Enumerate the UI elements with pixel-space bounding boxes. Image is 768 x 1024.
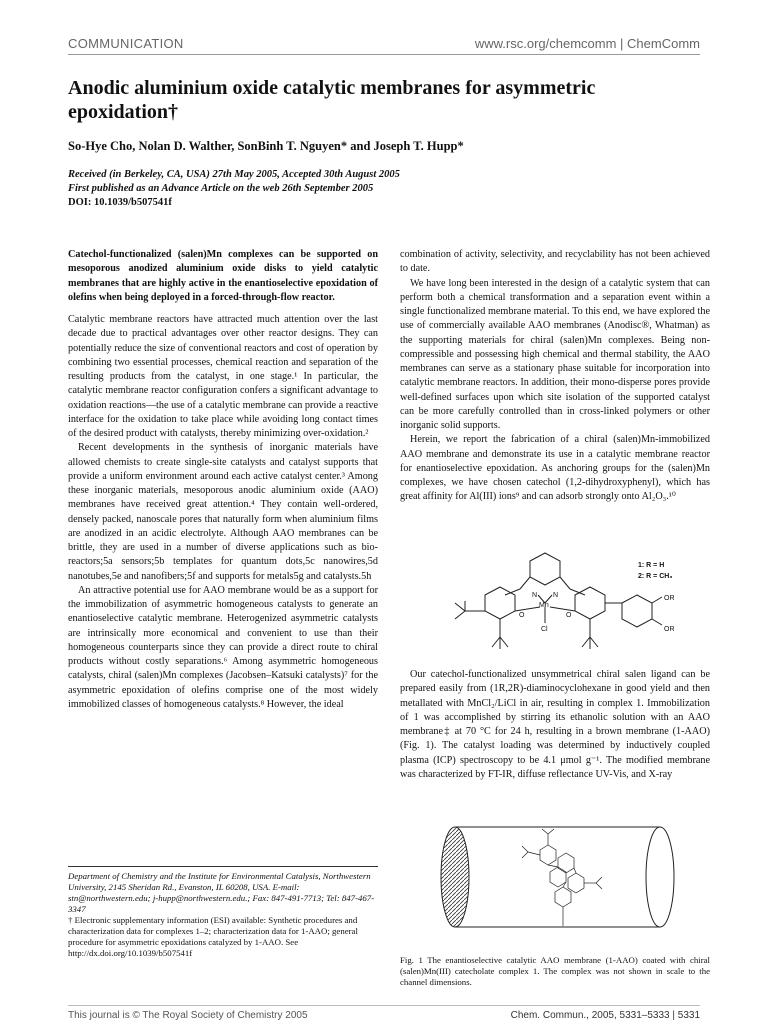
affiliation-footnote: Department of Chemistry and the Institute for Environmental Catalysis, Northwestern University, 2145 Sheridan Rd., Evanston, IL 60208, USA. E-mail: stn@northwestern.edu; j-hupp@northwestern.edu.; Fax: 847-491-7713; Tel: 847-467-3347 — [68, 871, 375, 914]
figure-1-membrane-channel — [400, 820, 710, 935]
article-title: Anodic aluminium oxide catalytic membranes for asymmetric epoxidation† — [68, 77, 596, 123]
footnotes — [68, 871, 378, 959]
citation-page: Chem. Commun., 2005, 5331–5333 | 5331 — [510, 1010, 700, 1021]
paragraph: An attractive potential use for AAO membrane would be as a support for the immobilization of asymmetric homogeneous catalysts to generate an enantioselective catalytic membrane. Heterogenized asymmetric catalysts are intrinsically more economical and convenient to use than their homogeneous counterparts since they can provide a direct route to chiral products without costly separations.⁶ Among asymmetric homogeneous catalysts, chiral (salen)Mn complexes (Jacobsen–Katsuki catalysts)⁷ for the asymmetric epoxidation of olefins comprise one of the most widely immobilized classes of homogeneous catalysts.⁸ However, the ideal — [68, 584, 378, 710]
paragraph: Herein, we report the fabrication of a chiral (salen)Mn-immobilized AAO membrane and demonstrate its use in a catalytic membrane reactor for enantioselective epoxidation. As anchoring groups for the (salen)Mn complexes, we have chosen catechol (1,2-dihydroxyphenyl), which has great affinity for Al(III) ions⁹ and can adsorb strongly onto Al₂O₃.¹⁰ — [400, 434, 710, 503]
esi-footnote: † Electronic supplementary information (ESI) available: Synthetic procedures and characterization data for complexes 1–2; characterization data for 1-AAO; general procedure for asymmetric epoxidations catalyzed by 1-AAO. See http://dx.doi.org/10.1039/b507541f — [68, 915, 358, 958]
left-column — [68, 248, 378, 712]
or-label-top: OR — [664, 595, 675, 602]
compound-1-label: 1: R = H — [638, 562, 665, 569]
journal-header — [68, 34, 700, 55]
complex-on-wall — [522, 829, 602, 926]
compound-2-label: 2: R = CH₃ — [638, 573, 673, 580]
salen-structure-scheme — [400, 545, 710, 660]
paragraph: Our catechol-functionalized unsymmetrical chiral salen ligand can be prepared easily from (1R,2R)-diaminocyclohexane in good yield and then metallated with MnCl₂/LiCl in air, resulting in complex 1. Immobilization of 1 was accomplished by stirring its ethanolic solution with an AAO membrane‡ at 70 °C for 24 h, resulting in a brown membrane (1-AAO) (Fig. 1). The catalyst loading was determined by inductively coupled plasma (ICP) spectroscopy to be 4.1 μmol g⁻¹. The modified membrane was characterized by FT-IR, diffuse reflectance UV-Vis, and X-ray — [400, 669, 710, 780]
mn-atom-label: Mn — [539, 602, 549, 609]
n-atom-label-left: N — [532, 592, 538, 599]
section-label: COMMUNICATION — [68, 36, 184, 51]
channel-exit-ellipse — [646, 827, 674, 927]
o-atom-label-right: O — [566, 612, 572, 619]
first-published-line: First published as an Advance Article on the web 26th September 2005 — [68, 183, 374, 194]
doi-line[interactable]: DOI: 10.1039/b507541f — [68, 197, 172, 208]
paragraph: Recent developments in the synthesis of inorganic materials have allowed chemists to create single-site catalysts and catalyst supports that provide a uniform environment around each active catalyst center.³ Among these inorganic materials, mesoporous anodic aluminium oxide (AAO) membranes have received great attention.⁴ They contain well-ordered, densely packed, nanoscale pores that naturally form when aluminium films are anodized in an acidic electrolyte. Although AAO membranes can be brittle, they are used in a number of diverse applications such as bio-reactors;5a sensors;5b templates for quantum dots,5c nanowires,5d nanotubes,5e and nanofibers;5f and supports for metals5g and catalysts.5h — [68, 442, 378, 582]
article-meta — [68, 168, 400, 210]
received-line: Received (in Berkeley, CA, USA) 27th May 2005, Accepted 30th August 2005 — [68, 169, 400, 180]
copyright: This journal is © The Royal Society of Chemistry 2005 — [68, 1010, 308, 1021]
abstract: Catechol-functionalized (salen)Mn complexes can be supported on mesoporous anodized aluminium oxide disks to yield catalytic membranes that are highly active in the enantioselective epoxidation of olefins when being deployed in a forced-through-flow reactor. — [68, 249, 378, 303]
journal-link[interactable]: www.rsc.org/chemcomm | ChemComm — [474, 36, 700, 51]
footnote-divider — [68, 866, 378, 867]
channel-entrance-ellipse — [441, 827, 469, 927]
right-column — [400, 248, 710, 505]
n-atom-label-right: N — [553, 592, 559, 599]
figure-1-caption: Fig. 1 The enantioselective catalytic AAO membrane (1-AAO) coated with chiral (salen)Mn(III) catecholate complex 1. The complex was not shown in scale to the channel dimensions. — [400, 955, 710, 987]
right-column-continued — [400, 668, 710, 782]
cl-atom-label: Cl — [541, 626, 548, 633]
paragraph: Catalytic membrane reactors have attracted much attention over the last decade due to practical advantages over other reactor designs. They can potentially reduce the size of conventional reactors and cost of operation by combining two essential processes, chemical reaction and separation of the resulting products from the catalyst, in one stage.¹ In particular, the catalytic membrane reactor configuration confers a significant advantage to oxidation reactions—the use of a catalytic membrane can provide a reactive interface for the oxidation to take place while avoiding long contact times of the desired product with catalysts, thereby minimizing over-oxidation.² — [68, 314, 378, 439]
article-authors: So-Hye Cho, Nolan D. Walther, SonBinh T. Nguyen* and Joseph T. Hupp* — [68, 139, 464, 153]
page-footer — [68, 1005, 700, 1021]
paragraph: combination of activity, selectivity, and recyclability has not been achieved to date. — [400, 249, 710, 275]
paragraph: We have long been interested in the design of a catalytic system that can perform both a chemical transformation and a separation event within a single functionalized membrane material. To this end, we have explored the use of commercially available AAO membranes (Anodisc®, Whatman) as the supporting materials for chiral (salen)Mn complexes. Being non-compressible and possessing high chemical and thermal stability, the AAO membranes can serve as a stationary phase suitable for incorporation into catalytic membrane reactors. In addition, their mono-disperse pores provide well-defined surfaces upon which site isolation of the supported catalyst can be more carefully controlled than in cross-linked polymers or other inorganic solid supports. — [400, 277, 710, 431]
o-atom-label-left: O — [519, 612, 525, 619]
or-label-bottom: OR — [664, 626, 675, 633]
